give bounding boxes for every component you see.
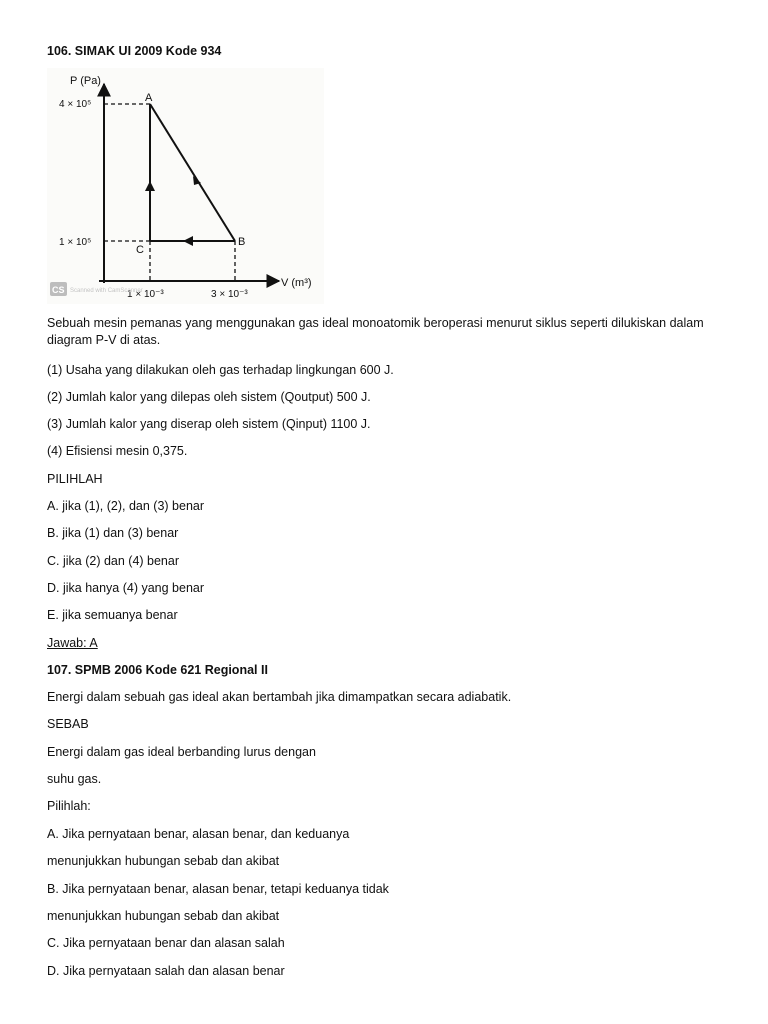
y-tick-low: 1 × 10⁵ [59, 237, 92, 248]
option-107-a-line-1: A. Jika pernyataan benar, alasan benar, dan keduanya [47, 827, 350, 841]
option-106-a: A. jika (1), (2), dan (3) benar [47, 499, 205, 513]
pv-diagram [47, 68, 324, 304]
answer-106: Jawab: A [47, 636, 98, 650]
option-106-e: E. jika semuanya benar [47, 608, 178, 622]
option-106-c: C. jika (2) dan (4) benar [47, 554, 180, 568]
statement-4: (4) Efisiensi mesin 0,375. [47, 444, 188, 458]
point-b-label: B [238, 236, 246, 248]
question-107-statement: Energi dalam sebuah gas ideal akan bertambah jika dimampatkan secara adiabatik. [47, 690, 512, 704]
option-107-b-line-1: B. Jika pernyataan benar, alasan benar, tetapi keduanya tidak [47, 882, 389, 896]
y-tick-high: 4 × 10⁵ [59, 99, 92, 110]
statement-3: (3) Jumlah kalor yang diserap oleh sistem (Qinput) 1100 J. [47, 417, 371, 431]
option-107-a-line-2: menunjukkan hubungan sebab dan akibat [47, 854, 280, 868]
arrow-c-a [145, 181, 155, 191]
reason-line-1: Energi dalam gas ideal berbanding lurus dengan [47, 745, 316, 759]
option-106-b: B. jika (1) dan (3) benar [47, 526, 179, 540]
question-107-header: 107. SPMB 2006 Kode 621 Regional II [47, 663, 268, 677]
process-a-b [150, 104, 235, 241]
point-a-label: A [145, 92, 153, 104]
choose-label-106: PILIHLAH [47, 472, 103, 486]
arrow-b-c [183, 236, 193, 246]
choose-label-107: Pilihlah: [47, 799, 91, 813]
option-107-c: C. Jika pernyataan benar dan alasan salah [47, 936, 285, 950]
option-106-d: D. jika hanya (4) yang benar [47, 581, 205, 595]
because-label: SEBAB [47, 717, 89, 731]
x-tick-2: 3 × 10⁻³ [211, 289, 248, 300]
watermark-text: Scanned with CamScanner [70, 288, 143, 294]
point-c-label: C [136, 244, 144, 256]
question-106-intro: Sebuah mesin pemanas yang menggunakan gas ideal monoatomik beroperasi menurut siklus seperti dilukiskan dalam diagram P-V di atas. [47, 316, 704, 347]
question-106-header: 106. SIMAK UI 2009 Kode 934 [47, 44, 222, 58]
x-axis-label: V (m³) [281, 277, 312, 289]
option-107-d: D. Jika pernyataan salah dan alasan benar [47, 964, 285, 978]
watermark-logo: CS [52, 285, 65, 295]
x-tick-1: 1 × 10⁻³ [127, 289, 164, 300]
reason-line-2: suhu gas. [47, 772, 102, 786]
option-107-b-line-2: menunjukkan hubungan sebab dan akibat [47, 909, 280, 923]
statement-2: (2) Jumlah kalor yang dilepas oleh sistem (Qoutput) 500 J. [47, 390, 371, 404]
statement-1: (1) Usaha yang dilakukan oleh gas terhadap lingkungan 600 J. [47, 363, 394, 377]
y-axis-label: P (Pa) [70, 75, 101, 87]
